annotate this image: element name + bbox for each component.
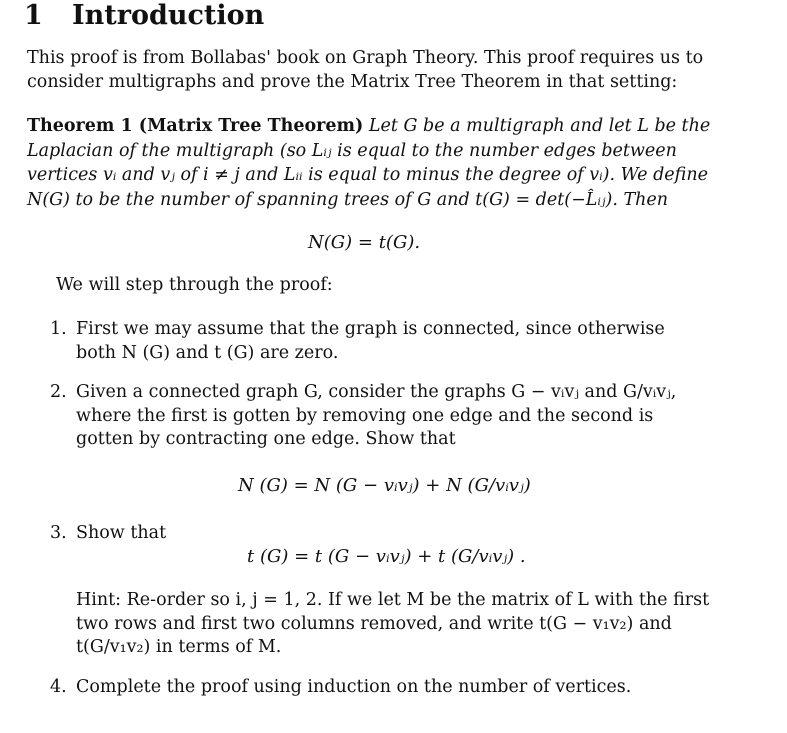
hint-paragraph: Hint: Re-order so i, j = 1, 2. If we let M be the matrix of L with the first two rows and first two columns removed, and write t(G − v₁v₂) and t(G/v₁v₂) in terms of M. bbox=[76, 590, 710, 657]
list-item-text: Complete the proof using induction on the number of vertices. bbox=[76, 677, 632, 697]
list-item bbox=[50, 318, 710, 365]
list-item-text: First we may assume that the graph is connected, since otherwise both N (G) and t (G) are zero. bbox=[76, 319, 665, 363]
list-item-number: 4. bbox=[50, 677, 67, 697]
section-heading bbox=[24, 0, 264, 31]
intro-paragraph: This proof is from Bollabas' book on Graph Theory. This proof requires us to consider multigraphs and prove the Matrix Tree Theorem in that setting: bbox=[27, 48, 704, 92]
list-item-text: Show that bbox=[76, 523, 167, 543]
theorem-block bbox=[27, 114, 717, 212]
list-item-number: 3. bbox=[50, 523, 67, 543]
step2-equation: N (G) = N (G − vᵢvⱼ) + N (G/vᵢvⱼ) bbox=[238, 475, 531, 496]
list-item bbox=[50, 381, 710, 452]
main-equation: N(G) = t(G). bbox=[308, 232, 421, 253]
list-item-number: 1. bbox=[50, 319, 67, 339]
theorem-body: Let G be a multigraph and let L be the Laplacian of the multigraph (so Lᵢⱼ is equal to the number edges between vertices vᵢ and vⱼ of i ≠ j and Lᵢᵢ is equal to minus the degree of vᵢ). We define N(G) to be the number of spanning trees of G and t(G) = det(−L̂ᵢⱼ). Then bbox=[27, 116, 711, 210]
step3-equation: t (G) = t (G − vᵢvⱼ) + t (G/vᵢvⱼ) . bbox=[247, 546, 526, 567]
section-number: 1 bbox=[24, 0, 43, 31]
steps-intro: We will step through the proof: bbox=[56, 275, 333, 295]
list-item bbox=[50, 676, 710, 700]
list-item-number: 2. bbox=[50, 382, 67, 402]
section-title: Introduction bbox=[72, 0, 265, 31]
theorem-label: Theorem 1 (Matrix Tree Theorem) bbox=[27, 116, 364, 136]
list-item bbox=[50, 522, 710, 546]
list-item-text: Given a connected graph G, consider the graphs G − vᵢvⱼ and G/vᵢvⱼ, where the first is gotten by removing one edge and the second is gotten by contracting one edge. Show that bbox=[76, 382, 677, 449]
